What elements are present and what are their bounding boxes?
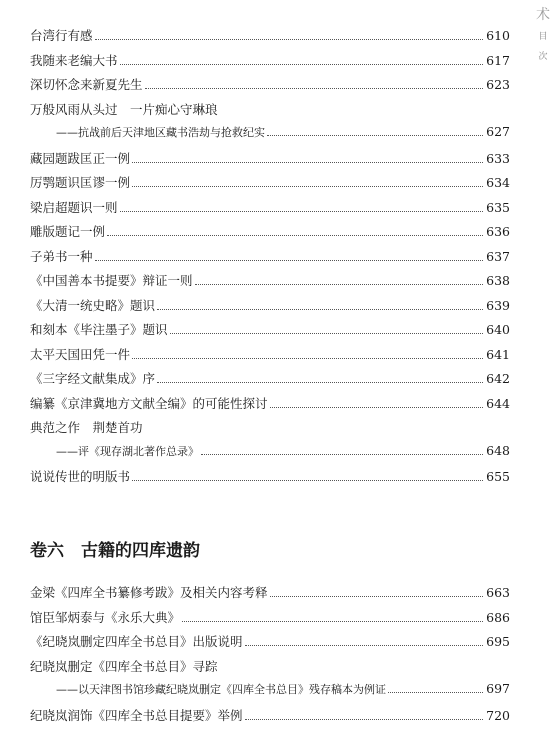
toc-entry[interactable] — [30, 583, 510, 608]
toc-entry[interactable] — [30, 320, 510, 345]
toc-entry-title: 金梁《四库全书纂修考跋》及相关内容考释 — [30, 585, 268, 600]
toc-entry[interactable] — [30, 394, 510, 419]
toc-page-number: 633 — [486, 150, 510, 166]
toc-page-number: 627 — [486, 124, 510, 139]
toc-entry[interactable] — [30, 222, 510, 247]
leader-dots — [267, 134, 483, 136]
leader-dots — [120, 63, 484, 65]
toc-entry[interactable] — [30, 345, 510, 370]
toc-entry[interactable] — [30, 706, 510, 731]
toc-page-number: 697 — [486, 681, 510, 696]
toc-entry[interactable] — [30, 608, 510, 633]
toc-page-number: 635 — [486, 199, 510, 215]
toc-page-number: 637 — [486, 248, 510, 264]
toc-entry[interactable] — [30, 632, 510, 657]
toc-page-number: 639 — [486, 297, 510, 313]
toc-entry[interactable] — [30, 657, 510, 682]
leader-dots — [157, 381, 483, 383]
toc-entry[interactable] — [30, 51, 510, 76]
toc-page-number: 663 — [486, 585, 510, 600]
toc-page-number: 623 — [486, 77, 510, 92]
leader-dots — [120, 210, 484, 212]
toc-page-number: 640 — [486, 322, 510, 337]
toc-page-number: 644 — [486, 395, 510, 411]
leader-dots — [95, 38, 484, 40]
toc-entry-title: 馆臣邹炳泰与《永乐大典》 — [30, 609, 181, 625]
toc-entry-title: 我随来老编大书 — [30, 52, 118, 68]
toc-entry[interactable] — [30, 271, 510, 296]
toc-page-number: 636 — [486, 224, 510, 239]
toc-entry-title: 厉鹗题识匡谬一例 — [30, 175, 131, 190]
leader-dots — [95, 259, 484, 261]
leader-dots — [132, 161, 483, 163]
toc-entry-title: 和刻本《毕注墨子》题识 — [30, 322, 168, 337]
toc-entry-title: 《大清一统史略》题识 — [30, 297, 156, 313]
leader-dots — [132, 357, 483, 359]
toc-entry[interactable] — [30, 467, 510, 492]
toc-section-1 — [30, 26, 510, 492]
toc-entry[interactable] — [30, 100, 510, 125]
toc-entry-title: 梁启超题识一则 — [30, 199, 118, 215]
toc-entry[interactable] — [30, 75, 510, 100]
leader-dots — [245, 718, 484, 720]
leader-dots — [195, 283, 484, 285]
toc-entry[interactable] — [30, 173, 510, 198]
side-label-ci: 次 — [538, 52, 548, 62]
toc-entry[interactable] — [30, 149, 510, 174]
toc-page-number: 638 — [486, 273, 510, 288]
toc-page-number: 655 — [486, 469, 510, 484]
toc-page-number: 641 — [486, 346, 510, 362]
toc-entry[interactable] — [30, 369, 510, 394]
leader-dots — [157, 308, 483, 310]
toc-entry-title: 典范之作 荆楚首功 — [30, 420, 143, 435]
toc-entry[interactable] — [30, 26, 510, 51]
toc-page-number: 634 — [486, 175, 510, 190]
toc-entry[interactable] — [30, 443, 510, 468]
leader-dots — [270, 406, 484, 408]
leader-dots — [145, 87, 484, 89]
toc-entry-title: 台湾行有感 — [30, 28, 93, 43]
toc-entry[interactable] — [30, 247, 510, 272]
leader-dots — [107, 234, 483, 236]
toc-page-number: 648 — [486, 442, 510, 458]
toc-entry-title: ——评《现存湖北著作总录》 — [56, 444, 199, 458]
toc-entry[interactable] — [30, 296, 510, 321]
leader-dots — [132, 479, 483, 481]
toc-page-number: 617 — [486, 52, 510, 68]
leader-dots — [270, 595, 484, 597]
leader-dots — [132, 185, 483, 187]
toc-entry[interactable] — [30, 681, 510, 706]
toc-entry-title: 子弟书一种 — [30, 248, 93, 264]
publisher-mark-icon: 术 — [536, 7, 550, 23]
leader-dots — [245, 644, 484, 646]
toc-entry-title: 深切怀念来新夏先生 — [30, 77, 143, 92]
toc-entry-title: 雕版题记一例 — [30, 224, 106, 239]
toc-page-number: 720 — [486, 707, 510, 723]
toc-entry[interactable] — [30, 198, 510, 223]
toc-entry-title: ——以天津图书馆珍藏纪晓岚删定《四库全书总目》残存稿本为例证 — [56, 683, 386, 696]
toc-page-number: 686 — [486, 609, 510, 625]
chapter-title: 卷六 古籍的四库遗韵 — [30, 541, 200, 561]
toc-page-number: 642 — [486, 371, 510, 386]
leader-dots — [170, 332, 484, 334]
leader-dots — [182, 620, 483, 622]
toc-entry-title: 《三字经文献集成》序 — [30, 371, 156, 386]
toc-page-number: 610 — [486, 28, 510, 43]
leader-dots — [201, 453, 483, 455]
toc-entry-title: 纪晓岚删定《四库全书总目》寻踪 — [30, 658, 218, 674]
toc-page-number: 695 — [486, 634, 510, 649]
toc-entry-title: 说说传世的明版书 — [30, 469, 131, 484]
toc-entry[interactable] — [30, 418, 510, 443]
toc-entry-title: 藏园题跋匡正一例 — [30, 150, 131, 166]
toc-entry-title: 《纪晓岚删定四库全书总目》出版说明 — [30, 634, 243, 649]
toc-entry-title: 编纂《京津冀地方文献全编》的可能性探讨 — [30, 395, 268, 411]
toc-entry-title: 太平天国田凭一件 — [30, 346, 131, 362]
side-margin — [536, 6, 550, 64]
side-label-mu: 目 — [538, 32, 548, 42]
toc-entry-title: ——抗战前后天津地区藏书浩劫与抢救纪实 — [56, 126, 265, 139]
toc-entry-title: 《中国善本书提要》辩证一则 — [30, 273, 193, 288]
toc-entry[interactable] — [30, 124, 510, 149]
toc-entry-title: 纪晓岚润饰《四库全书总目提要》举例 — [30, 707, 243, 723]
leader-dots — [388, 691, 483, 693]
toc-section-2 — [30, 583, 510, 730]
toc-entry-title: 万般风雨从头过 一片痴心守琳琅 — [30, 101, 218, 117]
